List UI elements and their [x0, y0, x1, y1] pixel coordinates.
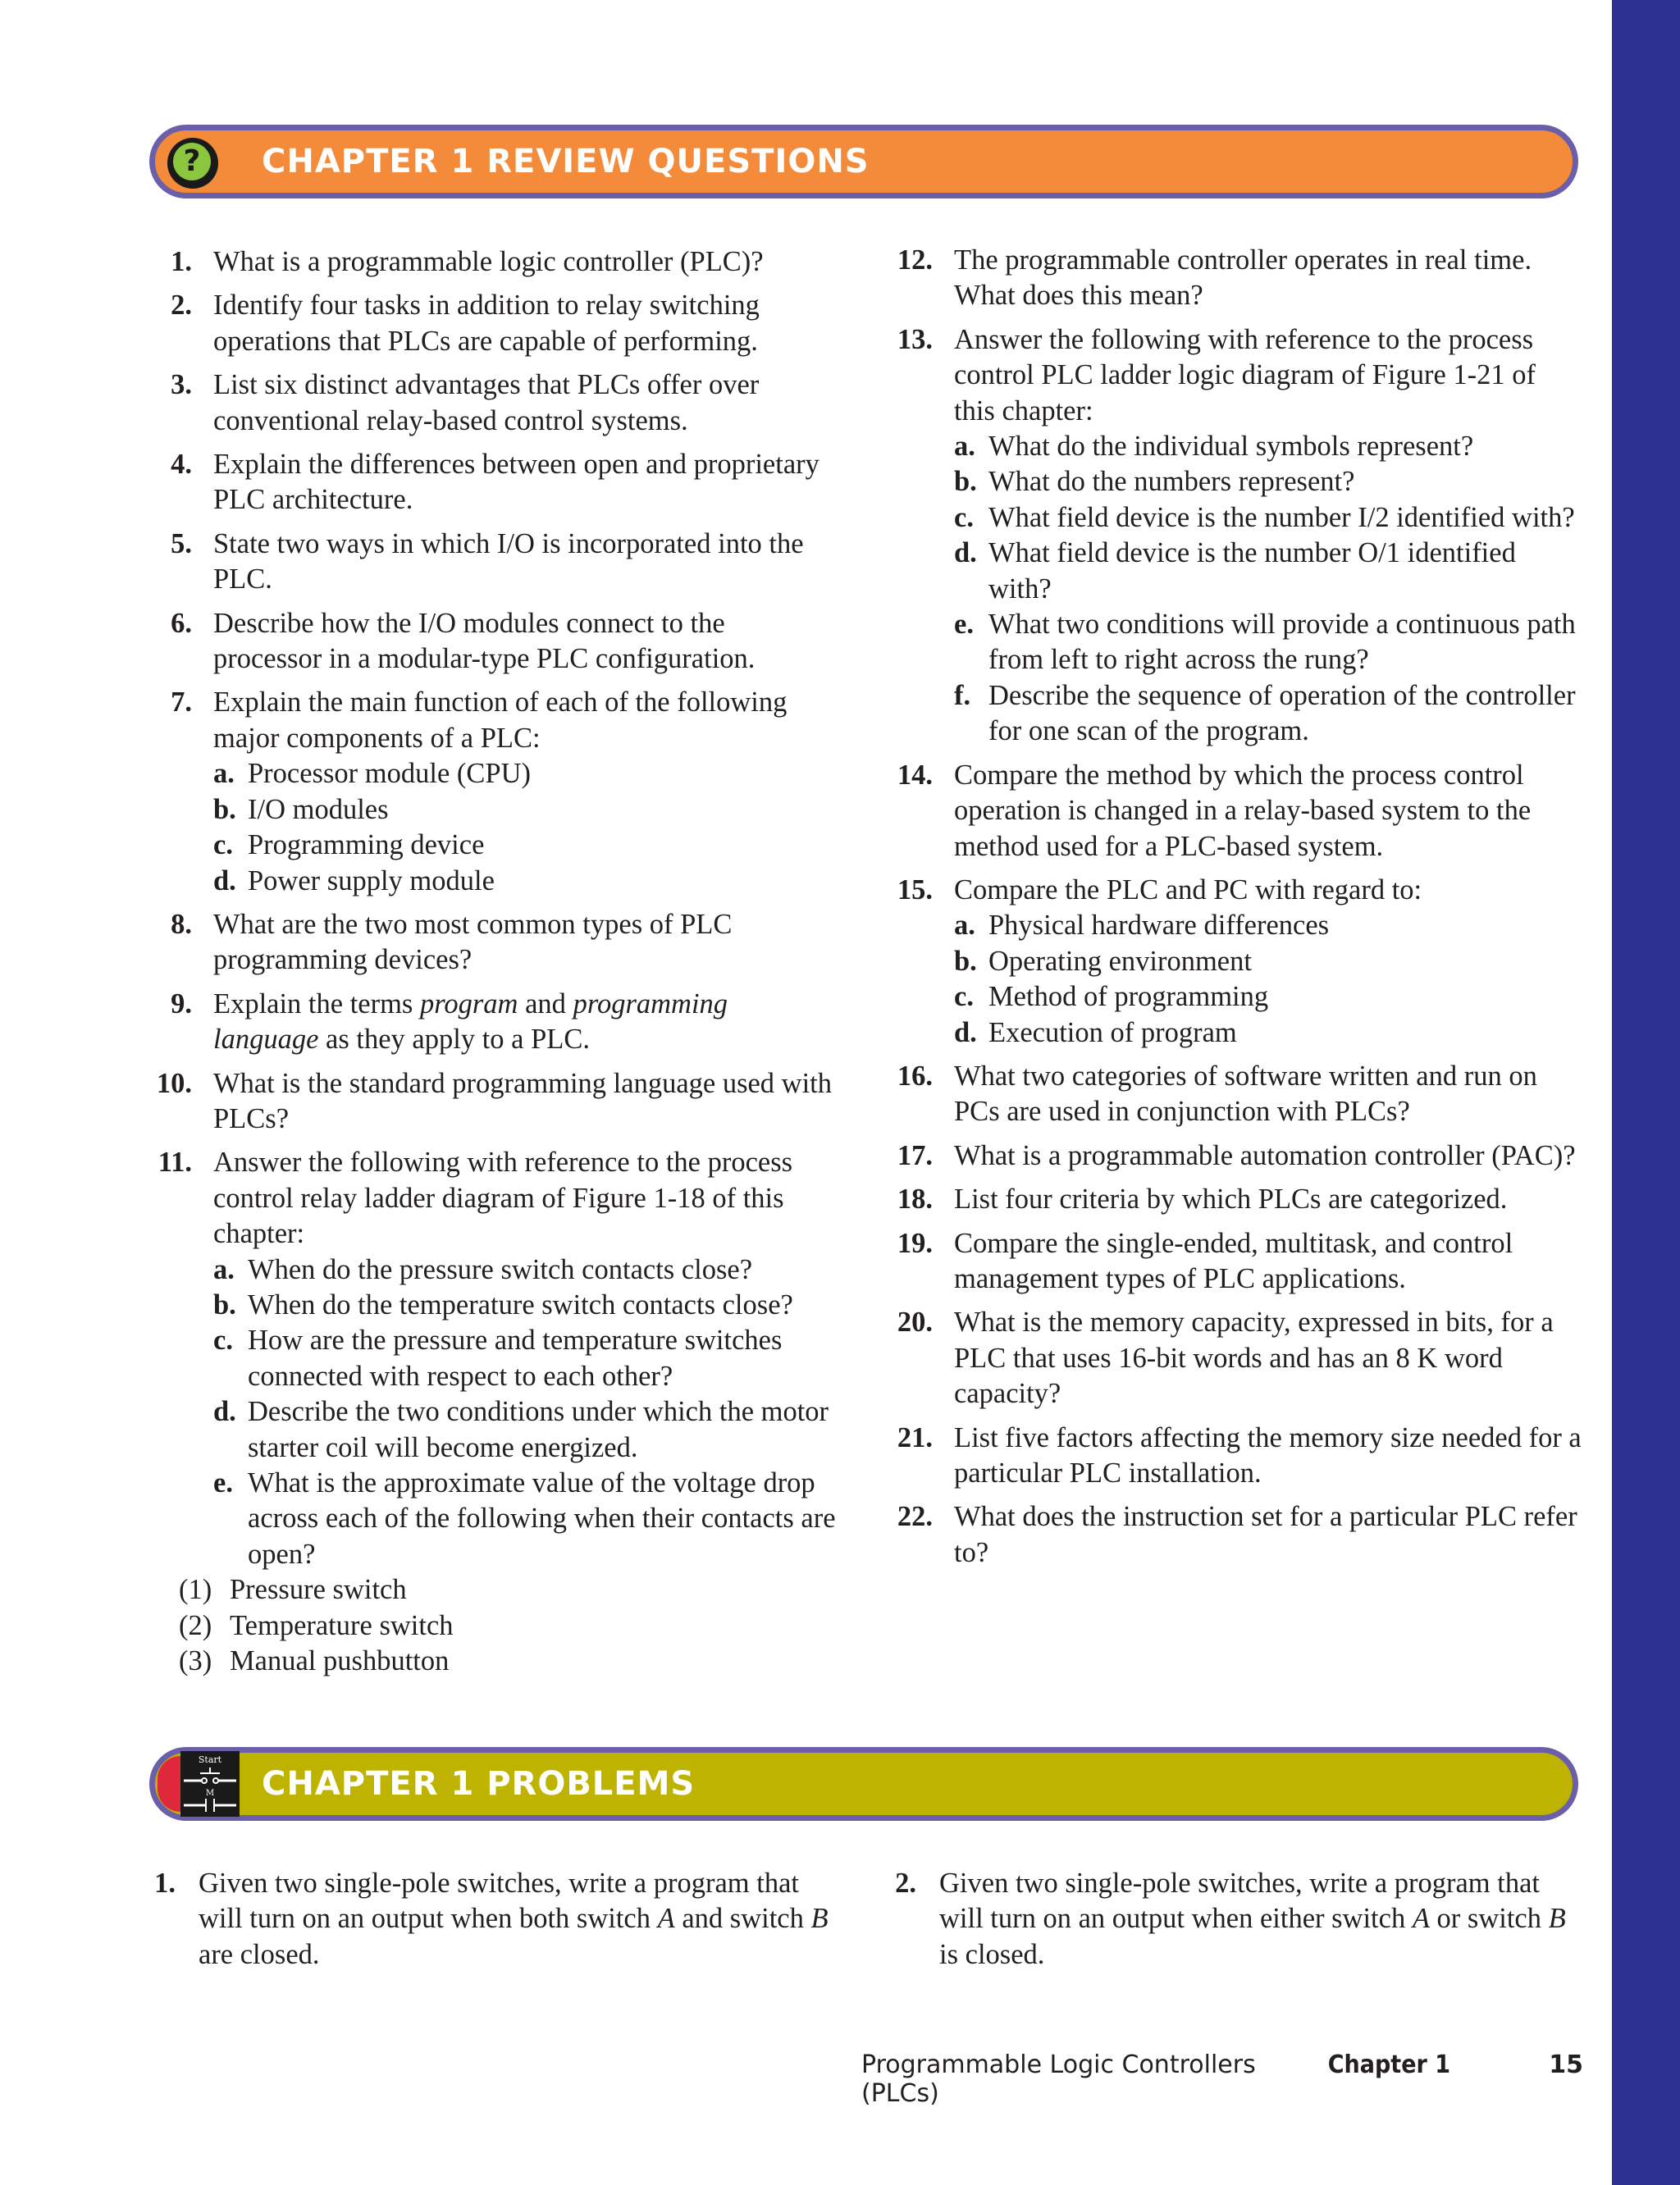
- question-11-e-3: (3) Manual pushbutton: [179, 1645, 450, 1677]
- question-9: 9. Explain the terms program and programming language as they apply to a PLC.: [171, 988, 728, 1056]
- question-1: 1. What is a programmable logic controller (PLC)?: [171, 246, 764, 277]
- icon-m-label: M: [205, 1789, 215, 1798]
- question-15-c: c. Method of programming: [954, 981, 1269, 1013]
- ladder-logic-icon: [180, 1751, 240, 1817]
- question-3: 3. List six distinct advantages that PLCs offer over conventional relay-based control systems.: [171, 369, 760, 436]
- question-mark-icon: ?: [167, 138, 218, 189]
- question-15-d: d. Execution of program: [954, 1016, 1237, 1048]
- question-11: 11. Answer the following with reference to the process control relay ladder diagram of Figure 1-18 of this chapter: a. When do the pressure switch contacts close? b. When do the temperature switch contacts close? c. How are the pressure and temperature switches connected with respect to each other? d. Describe the two conditions under which the motor starter coil will become energized. e. What is the approximate value of the voltage drop across each of the following when their contacts are open? (1) Pressure switch (2) Temperature switch (3) Manual pushbutton: [149, 1145, 838, 1679]
- icon-start-label: Start: [198, 1754, 222, 1765]
- review-questions-banner: [149, 125, 1578, 198]
- question-13-c: c. What field device is the number I/2 identified with?: [954, 501, 1575, 533]
- question-13: 13. Answer the following with reference to the process control PLC ladder logic diagram of Figure 1-21 of this chapter: a. What do the individual symbols represent? b. What do the numbers represent? c. What field device is the number I/2 identified with? d. What field device is the number O/1 identified with? e. What two conditions will provide a continuous path from left to right across the rung? f. Describe the sequence of operation of the controller for one scan of the program.: [890, 322, 1583, 750]
- question-8: 8. What are the two most common types of PLC programming devices?: [171, 908, 733, 976]
- question-21: 21. List five factors affecting the memory size needed for a particular PLC installation.: [897, 1421, 1582, 1489]
- footer-book-title: Programmable Logic Controllers (PLCs): [861, 2050, 1256, 2108]
- question-11-e-1: (1) Pressure switch: [179, 1574, 407, 1606]
- question-11-c: c. How are the pressure and temperature switches connected with respect to each other?: [213, 1325, 783, 1392]
- problems-left-column: [149, 1866, 838, 1981]
- page-edge-bar: [1612, 0, 1680, 2185]
- footer-page-number: 15: [1549, 2050, 1583, 2079]
- question-15-a: a. Physical hardware differences: [954, 910, 1330, 942]
- question-15-b: b. Operating environment: [954, 945, 1252, 977]
- question-16: 16. What two categories of software written and run on PCs are used in conjunction with PLCs?: [897, 1060, 1537, 1128]
- review-questions-right-column: [890, 243, 1583, 1579]
- question-7: 7. Explain the main function of each of the following major components of a PLC: a. Processor module (CPU) b. I/O modules c. Programming device d. Power supply module: [149, 685, 838, 898]
- question-14: 14. Compare the method by which the process control operation is changed in a relay-based system to the method used for a PLC-based system.: [897, 759, 1532, 862]
- problems-banner: [149, 1747, 1578, 1821]
- question-11-b: b. When do the temperature switch contacts close?: [213, 1289, 793, 1321]
- question-6: 6. Describe how the I/O modules connect to the processor in a modular-type PLC configuration.: [171, 607, 756, 675]
- question-7-b: b. I/O modules: [213, 793, 389, 825]
- problems-title: CHAPTER 1 PROBLEMS: [262, 1765, 696, 1803]
- question-11-a: a. When do the pressure switch contacts close?: [213, 1253, 753, 1285]
- question-7-a: a. Processor module (CPU): [213, 758, 531, 790]
- problems-right-column: [890, 1866, 1583, 1981]
- question-7-c: c. Programming device: [213, 829, 485, 861]
- question-19: 19. Compare the single-ended, multitask, and control management types of PLC applications.: [897, 1227, 1513, 1294]
- problem-2: 2. Given two single-pole switches, write a program that will turn on an output when either switch A or switch B is closed.: [895, 1868, 1566, 1970]
- question-18: 18. List four criteria by which PLCs are categorized.: [897, 1184, 1508, 1216]
- question-11-e-2: (2) Temperature switch: [179, 1609, 454, 1641]
- footer-chapter: Chapter 1: [1327, 2050, 1450, 2079]
- problem-1: 1. Given two single-pole switches, write a program that will turn on an output when both switch A and switch B are closed.: [154, 1868, 829, 1970]
- question-22: 22. What does the instruction set for a particular PLC refer to?: [897, 1501, 1577, 1568]
- page-footer: [861, 2050, 1583, 2108]
- question-15: 15. Compare the PLC and PC with regard to: a. Physical hardware differences b. Operating environment c. Method of programming d. Execution of program: [890, 873, 1583, 1051]
- question-4: 4. Explain the differences between open and proprietary PLC architecture.: [171, 449, 819, 516]
- question-13-e: e. What two conditions will provide a continuous path from left to right across the rung?: [954, 609, 1576, 676]
- question-13-a: a. What do the individual symbols represent?: [954, 431, 1474, 463]
- question-17: 17. What is a programmable automation controller (PAC)?: [897, 1139, 1576, 1171]
- review-questions-title: CHAPTER 1 REVIEW QUESTIONS: [262, 143, 870, 180]
- question-13-b: b. What do the numbers represent?: [954, 466, 1355, 498]
- review-questions-left-column: [149, 244, 838, 1687]
- question-2: 2. Identify four tasks in addition to relay switching operations that PLCs are capable of performing.: [171, 290, 760, 357]
- question-7-d: d. Power supply module: [213, 864, 495, 896]
- question-10: 10. What is the standard programming language used with PLCs?: [156, 1067, 833, 1134]
- question-13-f: f. Describe the sequence of operation of the controller for one scan of the program.: [954, 679, 1576, 747]
- question-12: 12. The programmable controller operates in real time. What does this mean?: [897, 244, 1532, 312]
- question-5: 5. State two ways in which I/O is incorporated into the PLC.: [171, 527, 804, 595]
- question-11-d: d. Describe the two conditions under which the motor starter coil will become energized.: [213, 1396, 829, 1463]
- question-11-e: e. What is the approximate value of the voltage drop across each of the following when their contacts are open?: [213, 1467, 836, 1570]
- question-20: 20. What is the memory capacity, expressed in bits, for a PLC that uses 16-bit words and has an 8 K word capacity?: [897, 1307, 1554, 1410]
- question-13-d: d. What field device is the number O/1 identified with?: [954, 537, 1516, 604]
